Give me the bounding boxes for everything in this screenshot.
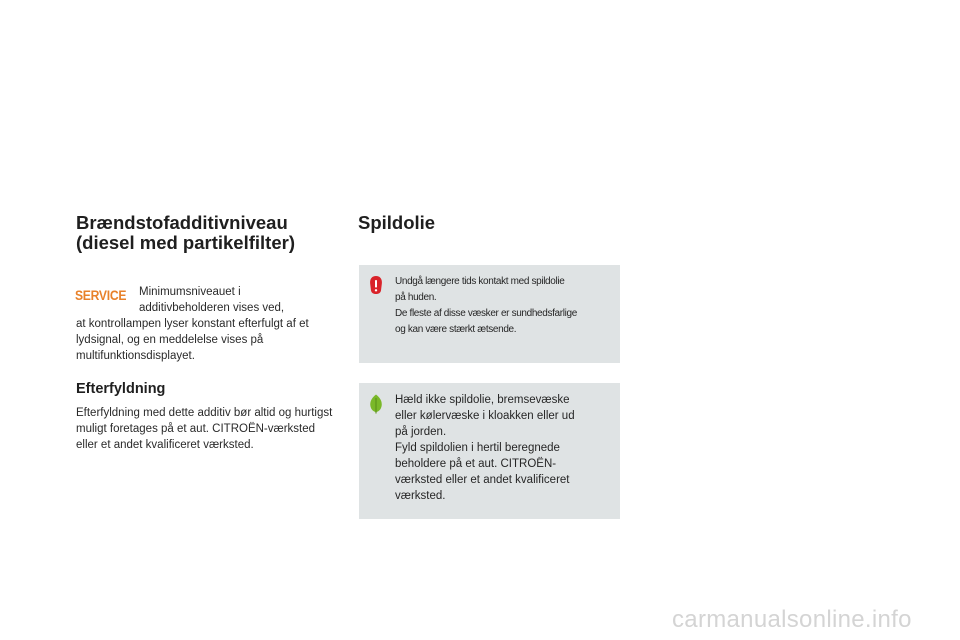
warning-line: og kan være stærkt ætsende. [395, 324, 517, 335]
warning-box [359, 265, 620, 363]
watermark: carmanualsonline.info [672, 606, 912, 633]
environment-line: eller kølervæske i kloakken eller ud [395, 410, 575, 422]
warning-line: De fleste af disse væsker er sundhedsfarlige [395, 308, 577, 319]
environment-line: beholdere på et aut. CITROËN- [395, 458, 557, 470]
environment-line: Hæld ikke spildolie, bremsevæske [395, 394, 570, 406]
warning-line: på huden. [395, 292, 437, 303]
environment-line: Fyld spildolien i hertil beregnede [395, 442, 560, 454]
warning-text [395, 274, 613, 338]
environment-line: på jorden. [395, 426, 447, 438]
environment-line: værksted eller et andet kvalificeret [395, 474, 570, 486]
environment-text [395, 392, 613, 504]
environment-line: værksted. [395, 490, 446, 502]
additive-body-text: at kontrollampen lyser konstant efterfulgt af et lydsignal, og en meddelelse vises på multifunktionsdisplayet. [76, 318, 309, 362]
refill-text: Efterfyldning med dette additiv bør altid og hurtigst muligt foretages på et aut. CITROËN-værksted eller et andet kvalificeret værksted. [76, 407, 333, 451]
used-oil-title: Spildolie [358, 212, 436, 233]
environment-box [359, 383, 620, 519]
leaf-icon [367, 394, 385, 414]
service-warning-icon: SERVICE [74, 288, 127, 303]
refill-heading: Efterfyldning [76, 381, 166, 397]
hand-warning-icon [367, 275, 385, 295]
additive-intro-text: Minimumsniveauet i additivbeholderen vises ved, [139, 286, 285, 314]
warning-line: Undgå længere tids kontakt med spildolie [395, 276, 565, 287]
fuel-additive-title: Brændstofadditivniveau (diesel med partikelfilter) [76, 212, 295, 253]
